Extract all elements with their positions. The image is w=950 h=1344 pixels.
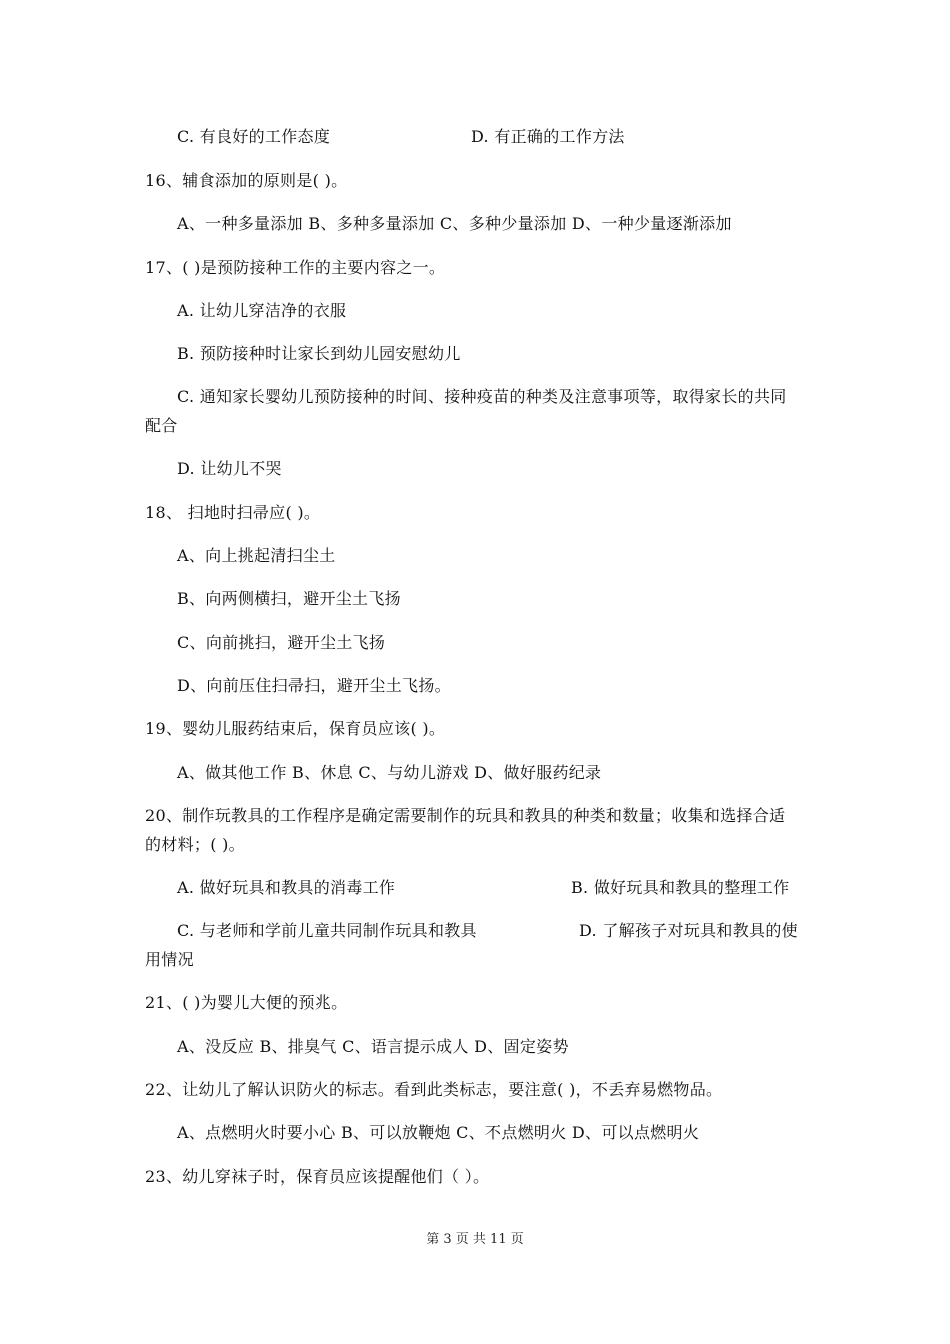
q18-stem: 18、 扫地时扫帚应( )。	[145, 503, 321, 522]
q17-option-d: D. 让幼儿不哭	[177, 459, 282, 478]
q20-stem-line1: 20、制作玩教具的工作程序是确定需要制作的玩具和教具的种类和数量；收集和选择合适	[145, 806, 786, 825]
q15-option-c: C. 有良好的工作态度	[177, 127, 331, 146]
q20-option-a: A. 做好玩具和教具的消毒工作	[177, 878, 396, 897]
q17-option-b: B. 预防接种时让家长到幼儿园安慰幼儿	[177, 344, 461, 363]
q16-stem: 16、辅食添加的原则是( )。	[145, 171, 348, 190]
q17-option-c-line2: 配合	[145, 416, 178, 435]
q17-option-c-line1: C. 通知家长婴幼儿预防接种的时间、接种疫苗的种类及注意事项等，取得家长的共同	[177, 387, 787, 406]
q20-stem-line2: 的材料；( )。	[145, 835, 245, 854]
q17-option-a: A. 让幼儿穿洁净的衣服	[177, 301, 347, 320]
q20-option-d-line2: 用情况	[145, 950, 194, 969]
q20-option-d-line1: D. 了解孩子对玩具和教具的使	[579, 921, 798, 940]
q22-stem: 22、让幼儿了解认识防火的标志。看到此类标志，要注意( )，不丢弃易燃物品。	[145, 1080, 723, 1099]
q20-option-c: C. 与老师和学前儿童共同制作玩具和教具	[177, 921, 477, 940]
q18-option-d: D、向前压住扫帚扫，避开尘土飞扬。	[177, 676, 451, 695]
q19-stem: 19、婴幼儿服药结束后，保育员应该( )。	[145, 719, 446, 738]
q23-stem: 23、幼儿穿袜子时，保育员应该提醒他们（ ）。	[145, 1167, 490, 1186]
q18-option-c: C、向前挑扫，避开尘土飞扬	[177, 633, 386, 652]
q21-options: A、没反应 B、排臭气 C、语言提示成人 D、固定姿势	[177, 1037, 569, 1056]
q18-option-b: B、向两侧横扫，避开尘土飞扬	[177, 589, 401, 608]
q18-option-a: A、向上挑起清扫尘土	[177, 546, 336, 565]
q21-stem: 21、( )为婴儿大便的预兆。	[145, 993, 348, 1012]
page-footer: 第 3 页 共 11 页	[426, 1232, 524, 1247]
q17-stem: 17、( )是预防接种工作的主要内容之一。	[145, 258, 446, 277]
q16-options: A、一种多量添加 B、多种多量添加 C、多种少量添加 D、一种少量逐渐添加	[177, 214, 732, 233]
q20-option-b: B. 做好玩具和教具的整理工作	[571, 878, 790, 897]
q15-option-d: D. 有正确的工作方法	[471, 127, 625, 146]
q19-options: A、做其他工作 B、休息 C、与幼儿游戏 D、做好服药纪录	[177, 763, 602, 782]
q22-options: A、点燃明火时要小心 B、可以放鞭炮 C、不点燃明火 D、可以点燃明火	[177, 1123, 700, 1142]
